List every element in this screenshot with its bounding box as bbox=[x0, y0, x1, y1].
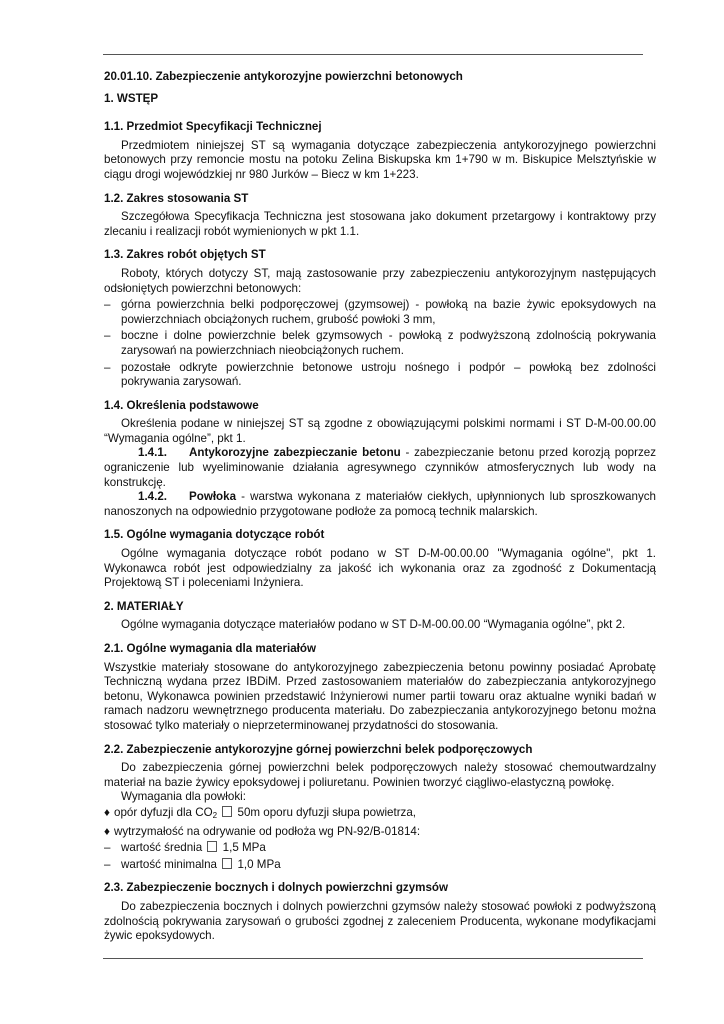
definition-2 bbox=[104, 490, 656, 519]
definition-text: - warstwa wykonana z materiałów ciekłych, upłynnionych lub sproszkowanych nanoszonych na odpowiednio przygotowane podłoże za pomocą technik malarskich. bbox=[104, 490, 656, 518]
bullet-text: wytrzymałość na odrywanie od podłoża wg PN-92/B-01814: bbox=[114, 824, 421, 838]
value-line bbox=[121, 858, 656, 873]
definition-number: 1.4.1. bbox=[138, 446, 168, 460]
section-2-3-heading: 2.3. Zabezpieczenie bocznych i dolnych powierzchni gzymsów bbox=[104, 881, 449, 895]
section-2-1-text: Wszystkie materiały stosowane do antykorozyjnego zabezpieczenia betonu powinny posiadać Aprobatę Techniczną wydana przez IBDiM. Przed zastosowaniem materiałów do zabezpieczania antykorozyjnego betonu, Wykonawca powinien przedstawić Inżynierowi numer partii towaru oraz aktualne wyniki badań w ramach nadzoru wewnętrznego producenta materiału. Do zabezpieczania antykorozyjnego betonu można stosować tylko materiały o nieprzeterminowanej przydatności do stosowania. bbox=[104, 660, 656, 732]
section-2-text: Ogólne wymagania dotyczące materiałów podano w ST D-M-00.00.00 “Wymagania ogólne”, pkt 2. bbox=[121, 618, 626, 632]
list-item bbox=[104, 361, 656, 390]
list-marker: – bbox=[104, 360, 111, 374]
section-1-2-heading: 1.2. Zakres stosowania ST bbox=[104, 191, 249, 205]
section-1-1-heading: 1.1. Przedmiot Specyfikacji Technicznej bbox=[104, 120, 322, 134]
definition-term: Powłoka bbox=[189, 490, 237, 504]
value-line bbox=[121, 841, 656, 856]
missing-glyph-icon bbox=[222, 858, 232, 869]
subscript: 2 bbox=[212, 810, 218, 820]
list-marker: – bbox=[104, 298, 111, 312]
footer-rule bbox=[103, 958, 643, 959]
diamond-bullet-icon: ♦ bbox=[104, 805, 110, 819]
document-body bbox=[104, 70, 656, 944]
list-marker: – bbox=[104, 841, 111, 855]
section-1-5-text: Ogólne wymagania dotyczące robót podano w ST D-M-00.00.00 "Wymagania ogólne", pkt 1. Wykonawca robót jest odpowiedzialny za jakość ich wykonania oraz za zgodność z Dokumentacją Projektową ST i poleceniami Inżyniera. bbox=[104, 547, 656, 590]
definition-term: Antykorozyjne zabezpieczanie betonu bbox=[189, 446, 401, 460]
list-marker: – bbox=[104, 329, 111, 343]
bullet-text-part: opór dyfuzji dla CO bbox=[114, 805, 213, 819]
list-item-text: boczne i dolne powierzchnie belek gzymsowych - powłoką z podwyższoną zdolnością pokrywania zarysowań na powierzchniach nieobciążonych ruchem. bbox=[121, 329, 656, 357]
header-rule bbox=[103, 54, 643, 55]
requirements-label: Wymagania dla powłoki: bbox=[121, 790, 246, 804]
value-label: wartość średnia bbox=[121, 841, 203, 855]
list-item bbox=[104, 329, 656, 358]
missing-glyph-icon bbox=[222, 806, 232, 817]
definition-number: 1.4.2. bbox=[138, 490, 168, 504]
document-title: 20.01.10. Zabezpieczenie antykorozyjne powierzchni betonowych bbox=[104, 70, 463, 83]
section-1-2-text: Szczegółowa Specyfikacja Techniczna jest stosowana jako dokument przetargowy i kontraktowy przy zlecaniu i realizacji robót wymienionych w pkt 1.1. bbox=[104, 210, 656, 238]
section-1-1-text: Przedmiotem niniejszej ST są wymagania dotyczące zabezpieczenia antykorozyjnego powierzchni betonowych przy remoncie mostu na potoku Zelina Biskupska km 1+790 w m. Biskupice Melsztyńskie w ciągu drogi wojewódzkiej nr 980 Jurków – Biecz w km 1+223. bbox=[104, 138, 656, 181]
bullet-text bbox=[114, 806, 416, 824]
list-item-text: górna powierzchnia belki podporęczowej (gzymsowej) - powłoką na bazie żywic epoksydowych na powierzchniach obciążonych ruchem, grubość powłoki 3 mm, bbox=[121, 298, 656, 326]
list-item bbox=[104, 841, 656, 856]
list-item bbox=[104, 858, 656, 873]
diamond-bullet-icon: ♦ bbox=[104, 824, 110, 838]
list-item-text: pozostałe odkryte powierzchnie betonowe ustroju nośnego i podpór – powłoką bez zdolności pokrywania zarysowań. bbox=[121, 360, 656, 389]
section-2-3-text: Do zabezpieczenia bocznych i dolnych powierzchni gzymsów należy stosować powłoki z podwyższoną zdolnością pokrywania zarysowań o grubości zgodnej z zaleceniem Producenta, wykonane modyfikacjami żywic epoksydowych. bbox=[104, 899, 656, 943]
bullet-item bbox=[104, 806, 656, 824]
section-1-4-text: Określenia podane w niniejszej ST są zgodne z obowiązującymi polskimi normami i ST D-M-00.00.00 “Wymagania ogólne”, pkt 1. bbox=[104, 417, 656, 445]
list-item bbox=[104, 298, 656, 327]
section-2-2-text: Do zabezpieczenia górnej powierzchni belek podporęczowych należy stosować chemoutwardzalny materiał na bazie żywicy epoksydowej i poliuretanu. Powinien tworzyć ciągliwo-elastyczną powłokę. bbox=[104, 761, 656, 789]
value: 1,0 MPa bbox=[237, 857, 281, 871]
section-2-1-heading: 2.1. Ogólne wymagania dla materiałów bbox=[104, 642, 316, 655]
section-2-heading: 2. MATERIAŁY bbox=[104, 599, 184, 613]
list-marker: – bbox=[104, 857, 111, 871]
bullet-text-part: 50m oporu dyfuzji słupa powietrza, bbox=[237, 805, 417, 819]
missing-glyph-icon bbox=[207, 841, 217, 852]
bullet-item bbox=[104, 825, 656, 840]
definition-1 bbox=[104, 446, 656, 490]
section-1-4-heading: 1.4. Określenia podstawowe bbox=[104, 398, 259, 412]
section-1-3-heading: 1.3. Zakres robót objętych ST bbox=[104, 248, 266, 262]
value: 1,5 MPa bbox=[222, 841, 266, 855]
section-1-3-text: Roboty, których dotyczy ST, mają zastosowanie przy zabezpieczeniu antykorozyjnym następujących odsłoniętych powierzchni betonowych: bbox=[104, 266, 656, 295]
section-1-heading: 1. WSTĘP bbox=[104, 91, 159, 105]
section-2-2-heading: 2.2. Zabezpieczenie antykorozyjne górnej powierzchni belek podporęczowych bbox=[104, 742, 533, 756]
section-1-5-heading: 1.5. Ogólne wymagania dotyczące robót bbox=[104, 528, 325, 542]
value-label: wartość minimalna bbox=[121, 857, 217, 871]
definition-text: - zabezpieczanie betonu przed korozją poprzez ograniczenie lub wyeliminowanie działania agresywnego czynników atmosferycznych lub wody na konstrukcję. bbox=[104, 446, 656, 489]
